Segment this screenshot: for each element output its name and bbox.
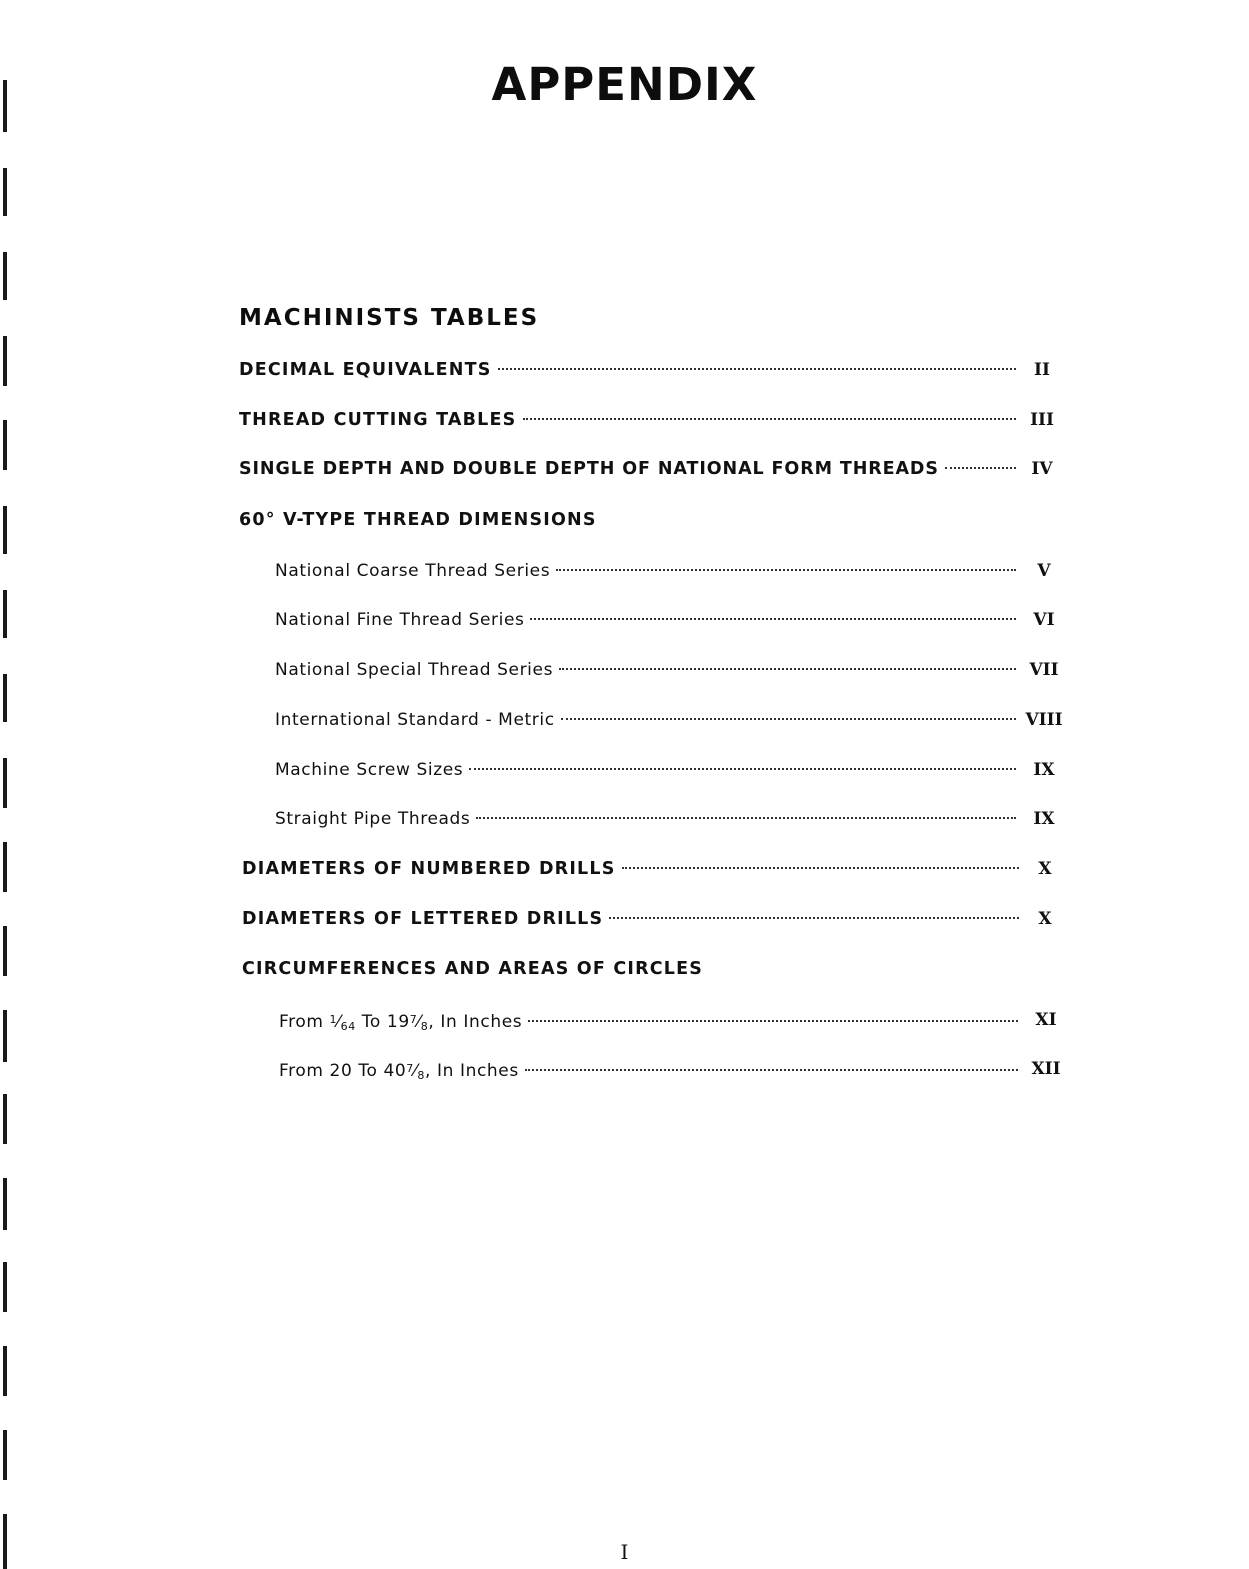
toc-entry-label: Straight Pipe Threads bbox=[275, 809, 471, 829]
toc-entry-label: DIAMETERS OF NUMBERED DRILLS bbox=[242, 859, 616, 879]
dot-leader bbox=[476, 817, 1016, 819]
dot-leader bbox=[556, 569, 1016, 571]
toc-entry[interactable] bbox=[239, 406, 1054, 434]
binding-mark bbox=[3, 1178, 7, 1230]
binding-mark bbox=[3, 1094, 7, 1144]
dot-leader bbox=[498, 368, 1016, 370]
binding-mark bbox=[3, 1430, 7, 1480]
dot-leader bbox=[622, 867, 1019, 869]
toc-entry[interactable] bbox=[242, 905, 1052, 933]
toc-entry-label: SINGLE DEPTH AND DOUBLE DEPTH OF NATIONAL FORM THREADS bbox=[239, 459, 939, 479]
toc-entry[interactable] bbox=[239, 356, 1050, 384]
binding-mark bbox=[3, 252, 7, 300]
toc-entry-label: National Coarse Thread Series bbox=[275, 561, 551, 581]
binding-mark bbox=[3, 674, 7, 722]
toc-entry-label: National Special Thread Series bbox=[275, 660, 554, 680]
toc-entry-page: IX bbox=[1033, 809, 1055, 829]
toc-subentry[interactable] bbox=[275, 557, 1051, 585]
toc-entry-page: III bbox=[1030, 410, 1054, 430]
toc-entry-page: VII bbox=[1029, 660, 1059, 680]
dot-leader bbox=[528, 1020, 1018, 1022]
binding-mark bbox=[3, 758, 7, 808]
toc-subentry[interactable] bbox=[275, 756, 1055, 784]
toc-group-heading bbox=[242, 955, 1025, 983]
toc-entry-label: International Standard - Metric bbox=[275, 710, 555, 730]
binding-mark bbox=[3, 336, 7, 386]
toc-entry-label: DIAMETERS OF LETTERED DRILLS bbox=[242, 909, 604, 929]
binding-mark bbox=[3, 168, 7, 216]
toc-entry-page: II bbox=[1034, 360, 1050, 380]
dot-leader bbox=[945, 467, 1016, 469]
binding-marks bbox=[0, 0, 14, 1569]
page-title: APPENDIX bbox=[491, 58, 758, 111]
toc-entry-page: V bbox=[1037, 561, 1051, 581]
toc-entry[interactable] bbox=[242, 855, 1052, 883]
dot-leader bbox=[469, 768, 1016, 770]
toc-entry-page: X bbox=[1038, 909, 1052, 929]
toc-entry-label: Machine Screw Sizes bbox=[275, 760, 464, 780]
toc-group-heading bbox=[239, 506, 1022, 534]
binding-mark bbox=[3, 590, 7, 638]
toc-entry-page: XII bbox=[1031, 1059, 1061, 1079]
toc-entry-page: X bbox=[1038, 859, 1052, 879]
toc-entry-label: National Fine Thread Series bbox=[275, 610, 525, 630]
binding-mark bbox=[3, 926, 7, 976]
toc-entry[interactable] bbox=[239, 455, 1053, 483]
binding-mark bbox=[3, 420, 7, 470]
toc-entry-label: From $^1$⁄64 To $19^7⁄8$, In Inches bbox=[279, 1012, 523, 1033]
toc-subentry[interactable] bbox=[275, 805, 1055, 833]
binding-mark bbox=[3, 842, 7, 892]
dot-leader bbox=[523, 418, 1017, 420]
toc-subentry[interactable] bbox=[275, 706, 1063, 734]
toc-entry-page: IX bbox=[1033, 760, 1055, 780]
toc-entry-page: VIII bbox=[1025, 710, 1063, 730]
toc-subentry[interactable] bbox=[279, 1006, 1057, 1034]
dot-leader bbox=[559, 668, 1016, 670]
toc-entry-page: VI bbox=[1033, 610, 1055, 630]
dot-leader bbox=[525, 1069, 1018, 1071]
toc-entry-page: XI bbox=[1035, 1010, 1057, 1030]
toc-entry-label: THREAD CUTTING TABLES bbox=[239, 410, 517, 430]
toc-entry-page: IV bbox=[1031, 459, 1053, 479]
binding-mark bbox=[3, 1010, 7, 1062]
dot-leader bbox=[530, 618, 1016, 620]
toc-entry-label: From 20 To $40^7⁄8$, In Inches bbox=[279, 1061, 519, 1082]
binding-mark bbox=[3, 506, 7, 554]
section-heading: MACHINISTS TABLES bbox=[239, 305, 540, 331]
dot-leader bbox=[561, 718, 1016, 720]
toc-subentry[interactable] bbox=[279, 1055, 1061, 1083]
toc-subentry[interactable] bbox=[275, 606, 1055, 634]
toc-entry-label: 60° V-TYPE THREAD DIMENSIONS bbox=[239, 510, 597, 530]
toc-entry-label: CIRCUMFERENCES AND AREAS OF CIRCLES bbox=[242, 959, 704, 979]
page-number: I bbox=[620, 1540, 629, 1564]
binding-mark bbox=[3, 1262, 7, 1312]
toc-entry-label: DECIMAL EQUIVALENTS bbox=[239, 360, 492, 380]
toc-subentry[interactable] bbox=[275, 656, 1059, 684]
binding-mark bbox=[3, 1346, 7, 1396]
dot-leader bbox=[609, 917, 1019, 919]
